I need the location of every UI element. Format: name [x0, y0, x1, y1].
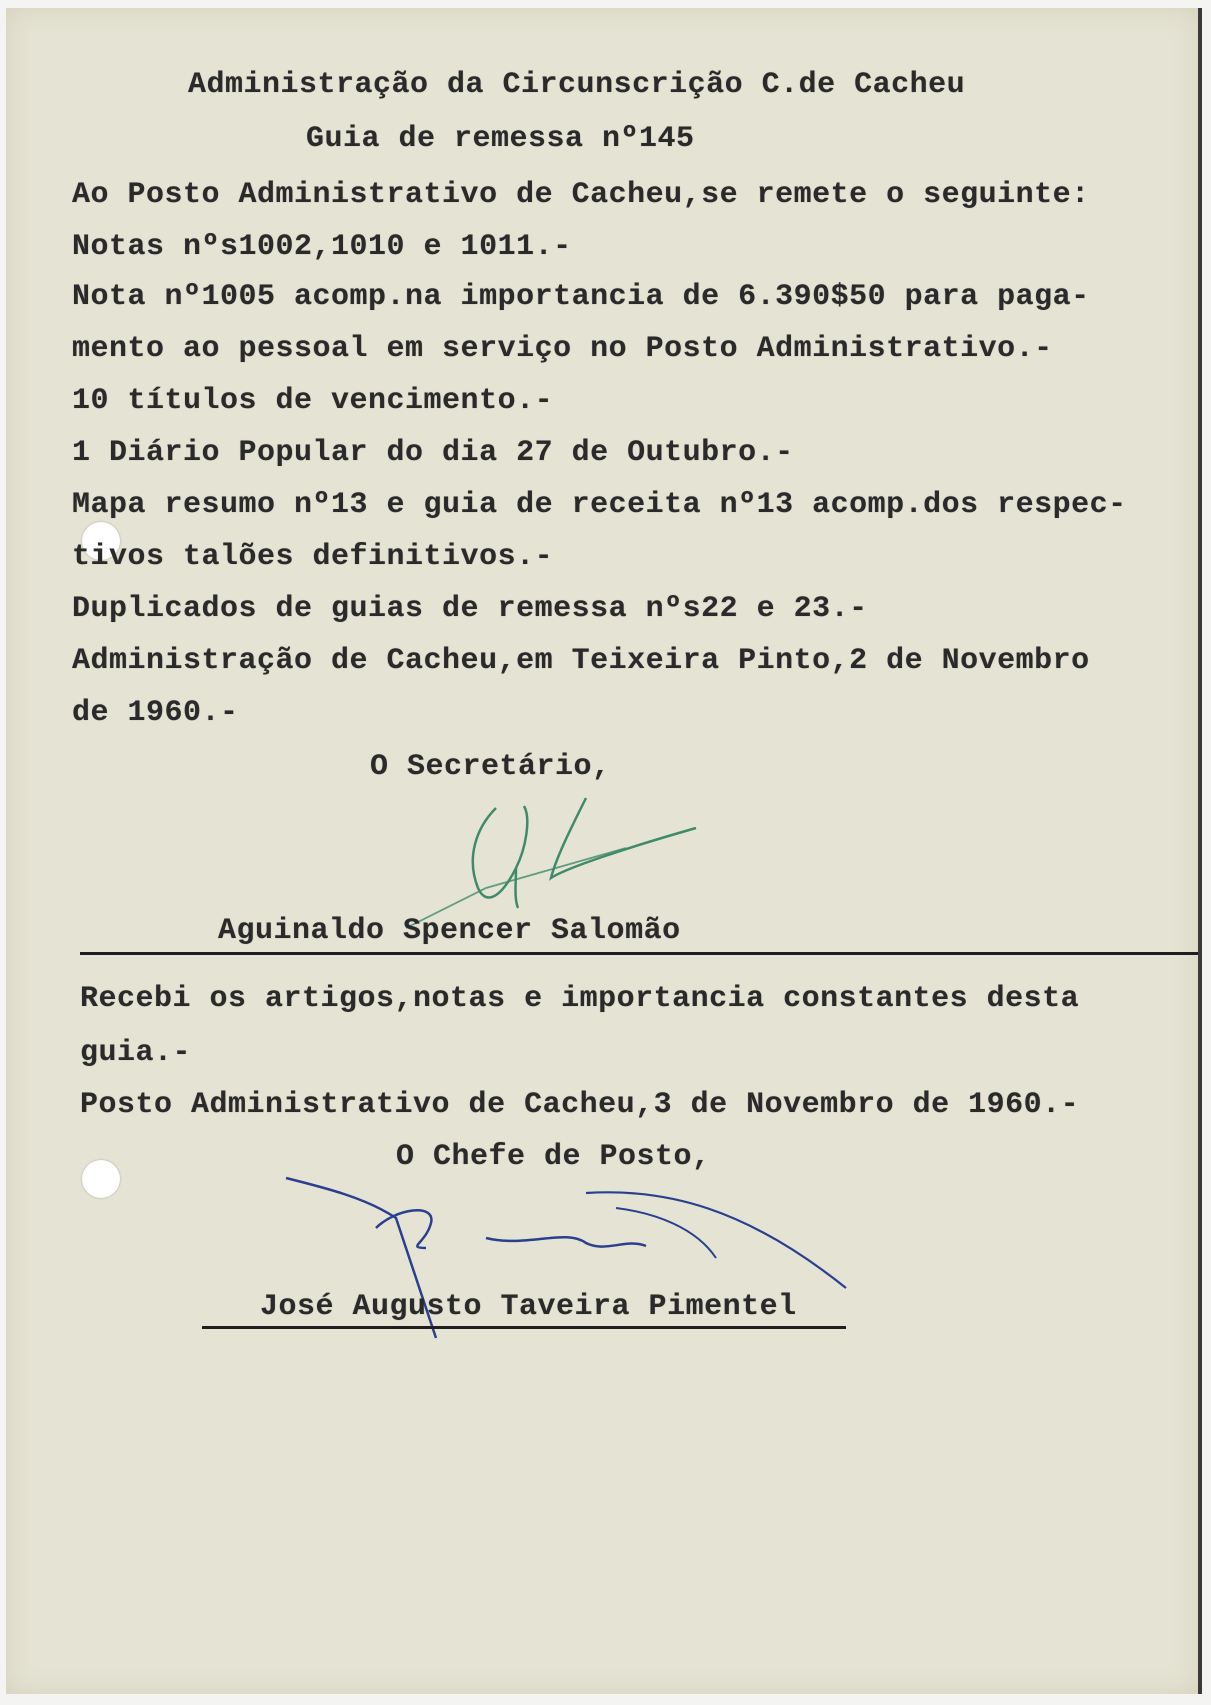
body-line: Notas nºs1002,1010 e 1011.- [72, 230, 572, 264]
document-page [6, 8, 1202, 1694]
sender-name: Aguinaldo Spencer Salomão [218, 914, 681, 948]
document-subtitle: Guia de remessa nº145 [306, 122, 695, 156]
body-line: mento ao pessoal em serviço no Posto Administrativo.- [72, 332, 1053, 366]
body-line: Administração de Cacheu,em Teixeira Pinto,2 de Novembro [72, 644, 1090, 678]
body-line: tivos talões definitivos.- [72, 540, 554, 574]
receiver-role: O Chefe de Posto, [396, 1140, 711, 1174]
document-title: Administração da Circunscrição C.de Cacheu [188, 68, 966, 102]
body-line: Duplicados de guias de remessa nºs22 e 23.- [72, 592, 868, 626]
receiver-name: José Augusto Taveira Pimentel [260, 1290, 797, 1324]
body-line: Ao Posto Administrativo de Cacheu,se remete o seguinte: [72, 178, 1090, 212]
body-line: 10 títulos de vencimento.- [72, 384, 554, 418]
blue-signature-icon [286, 1168, 886, 1358]
body-line: Nota nº1005 acomp.na importancia de 6.390$50 para paga- [72, 280, 1090, 314]
body-line: Mapa resumo nº13 e guia de receita nº13 acomp.dos respec- [72, 488, 1127, 522]
sender-role: O Secretário, [370, 750, 611, 784]
signature-line [202, 1326, 846, 1329]
punch-hole-bottom [82, 1160, 120, 1198]
body-line: de 1960.- [72, 696, 239, 730]
receipt-line: guia.- [80, 1036, 192, 1070]
separator-line [80, 952, 1198, 955]
receipt-line: Recebi os artigos,notas e importancia constantes desta [80, 982, 1080, 1016]
body-line: 1 Diário Popular do dia 27 de Outubro.- [72, 436, 794, 470]
receipt-line: Posto Administrativo de Cacheu,3 de Novembro de 1960.- [80, 1088, 1080, 1122]
